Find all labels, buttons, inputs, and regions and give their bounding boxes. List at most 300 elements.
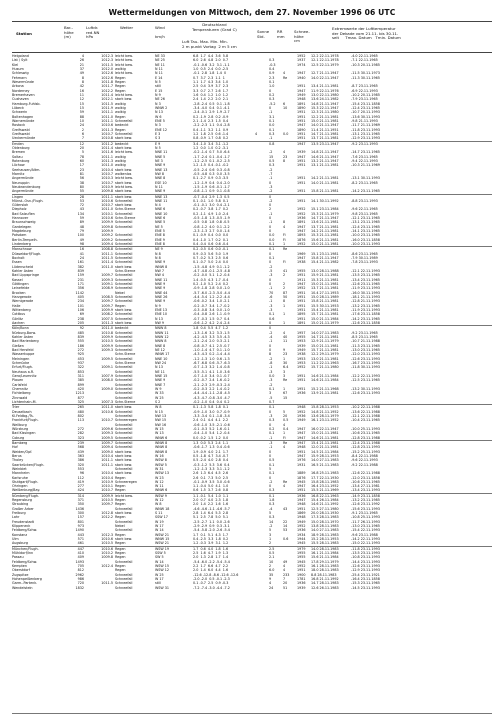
precipitation: 0.5 <box>269 458 275 463</box>
tmin-record: -13.1 30.11.1993 <box>351 176 380 181</box>
temperatures: -1.2 -1.3 1.0 0.6 -1.3 <box>193 356 230 361</box>
tmax-record: 18.9 28.11.1983 <box>311 532 339 537</box>
record-since: 1936 <box>297 581 306 586</box>
tmax-record: 15.5 30.11.1953 <box>311 303 339 308</box>
wind: NNE 26 <box>155 295 168 300</box>
tmin-record: -9.2 23.11.1965 <box>351 330 378 335</box>
tmax-record: 14.8 21.11.1947 <box>311 101 339 106</box>
pressure: 1009.8 <box>101 189 113 194</box>
tmin-record: -12.1 22.11.1988 <box>351 413 380 418</box>
precipitation: -4 <box>269 335 273 339</box>
record-since: 1951 <box>297 488 306 493</box>
pressure: 1009.8 <box>101 555 113 560</box>
tmin-record: -16.0 30.11.1993 <box>351 290 380 295</box>
wind: W 31 <box>155 466 164 471</box>
temperatures: 1.7 0.1 5.1 4.3 1.7 <box>193 532 229 537</box>
tmin-record: -10.2 20.11.1985 <box>351 92 380 97</box>
wind: W 13 <box>155 431 164 436</box>
station-name: Plauen <box>12 378 24 383</box>
weather: bedeckt <box>115 141 129 146</box>
precipitation: -3 <box>269 413 273 418</box>
tmin-record: -13.2 30.11.1993 <box>351 386 380 391</box>
tmax-record: 14.0 27.11.1983 <box>311 458 339 463</box>
tmin-record: -10.0 23.11.1965 <box>351 233 380 238</box>
station-name: Zinnwald <box>12 395 28 400</box>
tmin-record: -11.9 23.11.1993 <box>351 308 380 313</box>
precipitation: 0 <box>269 409 272 414</box>
tmin-record: -8.2 23.11.1965 <box>351 180 378 185</box>
station-name: Potsdam <box>12 233 27 238</box>
weather: leicht bew. <box>115 54 133 58</box>
barometer-height: 53 <box>79 198 84 203</box>
wind: NW 7 <box>155 269 164 274</box>
weather: Schneefall <box>115 237 133 242</box>
barometer-height: 55 <box>79 189 84 194</box>
weather: Schneefall <box>115 585 133 590</box>
tmin-record: -14.7 23.11.1965 <box>351 150 380 155</box>
pressure: 1011.0 <box>101 326 113 331</box>
snow-depth: 1 <box>283 431 286 436</box>
record-since: 1947 <box>297 282 306 287</box>
wind: NNE 9 <box>155 286 166 291</box>
temperatures: 1.9 -0.9 4.0 2.1 1.7 <box>193 449 229 454</box>
precipitation: 0.7 <box>269 399 275 404</box>
station-name: Stuttgart/Flugh. <box>12 479 39 484</box>
pressure: 1011.8 <box>101 79 113 84</box>
temperatures: -0.1 -0.9 3.5 3.0 -0.6 <box>193 479 230 484</box>
snow-depth: Re <box>283 378 288 383</box>
temperatures: -2.1 -2.4 2.0 0.3 -2.1 <box>193 339 230 344</box>
wind: WSW 31 <box>155 585 170 590</box>
wind: SW 5 <box>155 555 164 560</box>
temperatures: -0.8 -1.2 4.0 0.1 -2.2 <box>193 224 230 229</box>
tmin-record: -16.7 23.11.1993 <box>351 360 380 365</box>
weather: Schneefall <box>115 242 133 247</box>
station-name: Konstanz <box>12 532 28 537</box>
weather: Schneefall <box>115 347 133 352</box>
temperatures: -0.5 -2.4 0.6 0.3 -0.8 <box>193 167 230 172</box>
precipitation: 0.3 <box>269 515 275 520</box>
record-since: 1952 <box>297 286 306 291</box>
station-name: Feldberg/Schw. <box>12 528 38 533</box>
weather: stark bew. <box>115 458 133 463</box>
pressure: 1009.9 <box>101 493 113 498</box>
weather: leicht bew. <box>115 62 133 67</box>
tmax-record: 14.0 21.11.1947 <box>311 123 339 128</box>
tmax-record: 15.5 28.11.1983 <box>311 541 339 546</box>
weather: stark bew. <box>115 180 133 185</box>
record-since: 1952 <box>297 524 306 529</box>
snow-depth: 2 <box>283 282 286 287</box>
barometer-height: 113 <box>77 418 84 423</box>
weather: Schneefall <box>115 233 133 238</box>
weather: Schneefall <box>115 395 133 400</box>
station-name: Seehausen/Altm. <box>12 167 41 172</box>
station-name: Leinefelde <box>12 286 30 291</box>
pressure: 1009.9 <box>101 343 113 348</box>
tmin-record: -14.2 22.11.1993 <box>351 537 380 542</box>
snow-depth: 10 <box>283 105 288 110</box>
weather: Schneefall <box>115 295 133 300</box>
barometer-height: 20 <box>79 145 84 150</box>
snow-depth: 4 <box>283 445 286 450</box>
pressure: 1010.6 <box>101 537 113 542</box>
tmax-record: 14.8 21.11.1947 <box>311 150 339 155</box>
record-since: 1952 <box>297 242 306 247</box>
record-since: 1947 <box>297 154 306 159</box>
wind: N 13 <box>155 365 163 370</box>
record-since: 1944 <box>297 537 306 542</box>
station-name: Bad Marienberg <box>12 339 39 344</box>
temperatures: -0.3 -0.8 3.4 0.0 -1.0 <box>193 308 230 313</box>
precipitation: 0.1 <box>269 118 275 123</box>
record-since: 1911 <box>297 277 306 282</box>
barometer-height: 986 <box>77 577 84 582</box>
station-name: Weiden/Opf. <box>12 449 33 454</box>
wind: NW 4 <box>155 273 164 278</box>
wind: W 11 <box>155 484 164 489</box>
tmax-record: 15.8 21.11.1981 <box>311 189 339 194</box>
pressure: 1010.6 <box>101 546 113 551</box>
precipitation: 3.1 <box>269 114 275 119</box>
precipitation: 0.1 <box>269 256 275 261</box>
weather: Regen <box>115 88 126 93</box>
temperatures: -2.0 -2.0 0.5 -0.1 -2.3 <box>193 577 230 582</box>
weather: Schneefall <box>115 365 133 370</box>
wind: NE 12 <box>155 347 165 352</box>
temperatures: -4.3 -4.7 -0.8 -3.0 -4.7 <box>193 395 230 400</box>
temperatures: -2.3 -1.3 2.7 0.0 -1.4 <box>193 229 230 234</box>
station-name: Deuselbach <box>12 409 32 414</box>
temperatures: 5.1 2.5 7.8 5.0 5.1 <box>193 515 229 520</box>
barometer-height: 447 <box>77 546 84 551</box>
record-since: 1945 <box>297 479 306 484</box>
snow-depth: 23 <box>283 352 288 357</box>
temperatures: -0.2 -1.0 0.4 0.4 0.2 <box>193 399 230 404</box>
record-since: 1951 <box>297 449 306 454</box>
snow-depth: 20 <box>283 581 288 586</box>
wind: NNE 10 <box>155 211 168 216</box>
tmax-record: 14.2 21.11.1981 <box>311 229 339 234</box>
weather: stark bew. <box>115 453 133 458</box>
barometer-height: 1490 <box>75 528 84 533</box>
record-since: 1876 <box>297 237 306 242</box>
snow-depth: 4 <box>283 568 286 573</box>
tmax-record: 14.0 27.11.1983 <box>311 330 339 335</box>
pressure: 1011.4 <box>101 145 113 150</box>
precipitation: 0.0 <box>269 237 275 242</box>
station-name: Emden <box>12 141 24 146</box>
tmax-record: 10.4 27.11.1953 <box>311 290 339 295</box>
precipitation: -5.2 <box>269 101 276 106</box>
station-name: Magdeburg <box>12 229 31 234</box>
record-since: 1947 <box>297 123 306 128</box>
precipitation: 0 <box>269 326 272 331</box>
temperatures: -6.7 -6.8 0.6 -5.7 -6.3 <box>193 360 230 365</box>
weather: Nebel <box>115 524 125 529</box>
precipitation: 5 <box>269 528 272 533</box>
barometer-height: 24 <box>79 123 84 128</box>
barometer-height: 80 <box>79 184 84 189</box>
tmax-record: 13.5 23.11.1947 <box>311 141 339 146</box>
tmin-record: -12.4 23.11.1965 <box>351 105 380 110</box>
record-since: 1947 <box>297 435 306 440</box>
record-since: 1939 <box>297 150 306 155</box>
weather: leicht bew. <box>115 58 133 63</box>
station-name: Manschnow <box>12 247 32 252</box>
tmin-record: -8.7 23.11.1965 <box>351 84 378 89</box>
snow-depth: Fi <box>283 260 286 265</box>
pressure: 1009.3 <box>101 431 113 436</box>
record-since <box>297 400 311 404</box>
tmax-record: 17.7 22.11.1930 <box>311 475 339 480</box>
wind: W 14 <box>155 559 164 564</box>
tmax-record: 15.8 28.11.1953 <box>311 405 339 410</box>
page-title: Wettermeldungen von Mittwoch, dem 27. November 1996 06 UTC <box>108 8 396 17</box>
precipitation: -1 <box>269 286 273 291</box>
tmin-record: -14.9 23.11.1858 <box>351 493 380 498</box>
barometer-height: 371 <box>77 498 84 503</box>
record-since: 1957 <box>297 330 306 335</box>
barometer-height: 79 <box>79 229 84 234</box>
record-since: 1931 <box>297 462 306 467</box>
temperatures: 2.1 -1.4 2.3 1.5 0.4 <box>193 118 229 123</box>
precipitation: 4 <box>269 581 272 586</box>
wind: ENE 8 <box>155 242 165 247</box>
pressure: 1011.6 <box>101 150 113 155</box>
weather: Schneefall <box>115 445 133 450</box>
temperatures: -2.9 -2.9 0.9 0.3 -3.1 <box>193 524 230 529</box>
station-name: Göttingen <box>12 282 29 287</box>
barometer-height: 925 <box>77 352 84 357</box>
barometer-height: 420 <box>77 386 84 391</box>
pressure: 1010.9 <box>101 479 113 484</box>
weather: Regen <box>115 532 126 537</box>
tmin-record: -13.5 23.11.1993 <box>351 551 380 556</box>
pressure: 1011.3 <box>101 127 113 132</box>
wind: W 23 <box>155 475 164 480</box>
wind: NE 26 <box>155 97 165 102</box>
record-since: 1969 <box>297 251 306 256</box>
station-name: Freiburg <box>12 511 26 516</box>
precipitation: -3 <box>269 440 273 445</box>
station-name: Bad Salzuflen <box>12 211 35 216</box>
station-name: Oberstdorf <box>12 568 30 573</box>
station-name: Harzgerode <box>12 295 32 300</box>
snow-depth: 15 <box>283 395 288 400</box>
barometer-height: 161 <box>77 260 84 265</box>
tmax-record: 15.9 28.11.1953 <box>311 453 339 458</box>
weather: Schneefall <box>115 316 133 321</box>
tmin-record: -12.2 22.11.1993 <box>351 373 380 378</box>
station-name: Hof <box>12 445 18 450</box>
wind: NE 11 <box>155 369 165 374</box>
record-since: 1951 <box>297 506 306 511</box>
weather: Schneefall <box>115 440 133 445</box>
weather: Regen <box>115 127 126 132</box>
barometer-height: 26 <box>79 58 84 63</box>
weather: Schneefall <box>115 282 133 287</box>
weather: Schneefall <box>115 220 133 225</box>
record-since: 1951 <box>297 176 306 181</box>
snow-depth: 40 <box>283 335 288 339</box>
weather: Schneefall <box>115 211 133 216</box>
pressure: 1012.3 <box>101 58 113 63</box>
temperatures: 1.2 -0.3 3.9 3.1 1.2 <box>193 541 229 546</box>
temperatures: -4.4 -4.4 -1.1 -2.8 -4.5 <box>193 391 230 396</box>
barometer-height: 231 <box>77 277 84 282</box>
station-name: Meiningen <box>12 356 30 361</box>
barometer-height: 6 <box>81 131 84 136</box>
station-name: Großer Arber <box>12 506 34 511</box>
barometer-height: 277 <box>77 484 84 489</box>
tmax-record: 15.8 28.11.1983 <box>311 479 339 484</box>
barometer-height: 89 <box>79 220 84 225</box>
tmin-record: -14.2 23.11.1965 <box>351 189 380 194</box>
tmax-record: 14.8 21.11.1952 <box>311 409 339 414</box>
barometer-height: 839 <box>77 269 84 274</box>
precipitation: -1 <box>269 136 273 141</box>
station-name: Bremerhaven <box>12 92 35 97</box>
wind: still <box>155 581 161 586</box>
tmin-record: -7.8 23.11.1993 <box>351 260 378 265</box>
wind: ENE 13 <box>155 308 168 313</box>
tmin-record: -11.8 23.11.1993 <box>351 546 380 551</box>
pressure: 1010.7 <box>101 131 113 136</box>
snow-depth: 4 <box>283 330 286 335</box>
weather: stark bew. <box>115 145 133 150</box>
tmin-record: -12.9 23.11.1993 <box>351 136 380 141</box>
snow-depth: 8 <box>283 220 286 225</box>
sunshine <box>255 189 269 193</box>
barometer-height: 21 <box>79 62 84 67</box>
weather: wolkig <box>115 154 126 159</box>
snow-depth: 3 <box>283 373 286 378</box>
header-temp-cols: Luft Tau- Max. Min. Min. 2 m punkt Vortag 2 m 5 cm <box>182 39 237 49</box>
tmax-record: 14.7 21.11.1947 <box>311 216 339 221</box>
wind: W 16 <box>155 453 164 458</box>
snow-depth <box>283 136 297 140</box>
weather: stark bew. <box>115 449 133 454</box>
barometer-height: 439 <box>77 449 84 454</box>
footer-rule <box>12 713 492 714</box>
tmin-record: -9.6 22.11.1965 <box>351 207 378 212</box>
record-since: 1953 <box>297 356 306 361</box>
record-since: 1939 <box>297 343 306 348</box>
wind: W 19 <box>155 519 164 524</box>
wind: WNW 8 <box>155 264 168 269</box>
weather: stark bew. <box>115 264 133 269</box>
record-since: 1948 <box>297 515 306 520</box>
table-header <box>12 21 492 53</box>
tmax-record <box>311 400 351 404</box>
pressure: 1011.4 <box>101 92 113 97</box>
station-name: Feldberg/Schw. <box>12 559 38 564</box>
wind: WSW 15 <box>155 564 170 569</box>
station-name: Greifswald <box>12 131 30 136</box>
weather: Schneefall <box>115 247 133 252</box>
barometer-height: 78 <box>79 154 84 159</box>
header-station: Station <box>16 31 32 36</box>
tmax-record: 15.3 21.11.1981 <box>311 233 339 238</box>
wind: W 25 <box>155 395 164 400</box>
record-since: 1947 <box>297 229 306 234</box>
record-since: 1900 <box>297 572 306 577</box>
precipitation: -5 <box>269 269 273 274</box>
tmin-record: -13.6 22.11.1988 <box>351 409 380 414</box>
temperatures: 2.0 1.4 2.2 1.6 1.6 <box>193 502 229 507</box>
barometer-height: 973 <box>77 524 84 529</box>
tmax-record: 16.5 21.11.1983 <box>311 462 339 467</box>
weather: stark bew. <box>115 308 133 313</box>
pressure: 1011.1 <box>101 110 113 115</box>
precipitation: 10 <box>269 559 274 564</box>
record-since: 1951 <box>297 136 306 141</box>
pressure: 1011.1 <box>101 194 113 199</box>
temperatures: -2.8 -2.4 0.5 0.1 -1.8 <box>193 101 230 106</box>
temperatures: 2.0 1.4 6.0 4.4 1.6 <box>193 568 229 573</box>
tmax-record: 8.8 28.11.1983 <box>311 572 337 577</box>
snow-depth: 2 <box>283 286 286 291</box>
snow-depth: 0.4 <box>283 426 289 431</box>
temperatures: -0.6 -0.2 3.4 1.0 -2.1 <box>193 299 230 304</box>
precipitation: 3 <box>269 532 272 537</box>
record-since: 1979 <box>297 546 306 551</box>
snow-depth: 233 <box>283 572 290 577</box>
snow-depth: 30 <box>283 360 288 365</box>
pressure: 1009.4 <box>101 445 113 450</box>
barometer-height: 8 <box>81 75 84 80</box>
weather: Regen <box>115 568 126 573</box>
snow-depth: 14 <box>283 524 288 529</box>
tmax-record: 12.7 21.11.1947 <box>311 71 339 76</box>
barometer-height: 853 <box>77 369 84 374</box>
tmin-record: -7.9 30.11.1989 <box>351 256 378 261</box>
weather: Schneefall <box>115 299 133 304</box>
barometer-height: 320 <box>77 462 84 467</box>
weather: Schneefall <box>115 391 133 396</box>
weather: Schneeregen <box>115 418 137 423</box>
wind: W 12 <box>155 498 164 503</box>
barometer-height: 839 <box>77 335 84 339</box>
record-since: 1937 <box>297 58 306 63</box>
precipitation: 0.1 <box>269 431 275 436</box>
record-since: 1951 <box>297 308 306 313</box>
station-name: Boltenhagen <box>12 114 34 119</box>
station-name: Würzburg <box>12 426 29 431</box>
wind: NNE 6 <box>155 216 166 221</box>
precipitation: -2 <box>269 382 273 387</box>
precipitation: -3 <box>269 369 273 374</box>
pressure: 1011.0 <box>101 163 113 168</box>
barometer-height: 300 <box>77 511 84 516</box>
precipitation: -0.3 <box>269 62 276 67</box>
snow-depth: 1 <box>283 321 286 326</box>
barometer-height: 405 <box>77 295 84 300</box>
precipitation: 0.1 <box>269 386 275 391</box>
barometer-height: 16 <box>79 247 84 252</box>
station-name: List / Sylt <box>12 58 28 63</box>
station-name: Augsburg <box>12 541 28 546</box>
precipitation: 0 <box>269 475 272 480</box>
weather: bedeckt <box>115 326 129 331</box>
precipitation: 2 <box>269 207 272 212</box>
weather: Schneefall <box>115 431 133 436</box>
tmin-record: -8.8 23.11.1993 <box>351 198 378 203</box>
temperatures: 0.0 -0.2 1.5 1.2 0.0 <box>193 435 229 440</box>
precipitation: -2 <box>269 189 273 194</box>
wind: W 33 <box>155 391 164 396</box>
